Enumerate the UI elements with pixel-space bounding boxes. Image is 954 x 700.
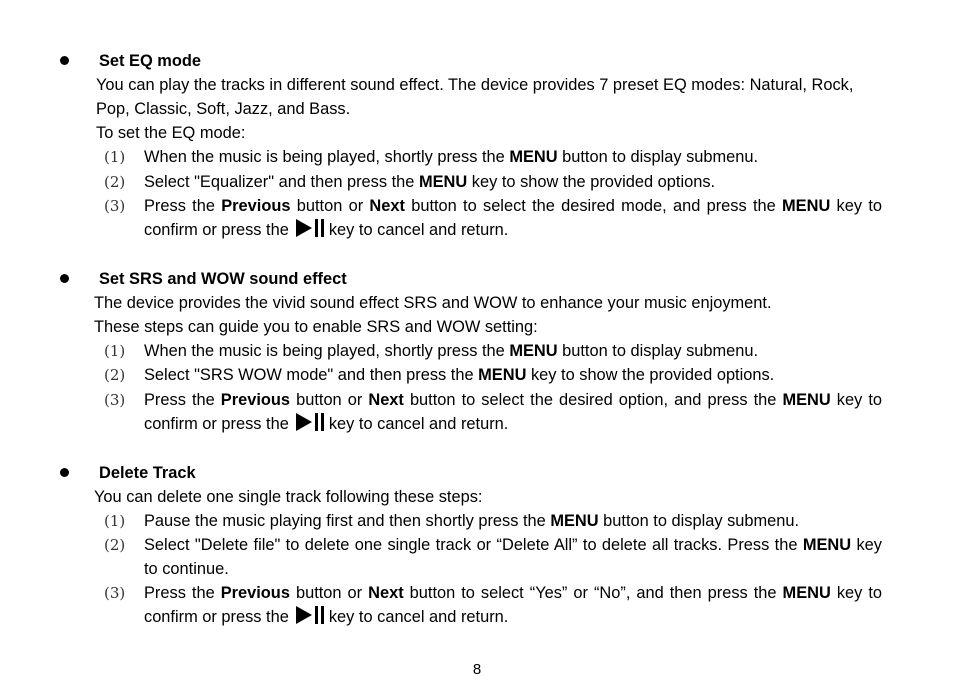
- play-pause-icon: [295, 606, 325, 624]
- step-number: (1): [104, 342, 126, 360]
- step-text-fragment: key to continue.: [144, 536, 882, 579]
- step-number: (3): [104, 584, 126, 602]
- step-number: (2): [104, 173, 126, 191]
- step-text: [144, 533, 882, 581]
- step-text-fragment: key to cancel and return.: [328, 221, 509, 240]
- step-text-fragment: button to display submenu.: [557, 148, 759, 166]
- play-pause-icon: [295, 219, 325, 237]
- keyword-text: Next: [369, 197, 405, 215]
- keyword-text: MENU: [782, 197, 831, 215]
- step-text-fragment: key to confirm or press the: [144, 584, 882, 627]
- step-text: [144, 194, 882, 242]
- step-text-fragment: key to confirm or press the: [144, 197, 882, 240]
- section-paragraph: To set the EQ mode:: [96, 124, 246, 142]
- step-text-fragment: Select "SRS WOW mode" and then press the: [144, 366, 479, 384]
- section-paragraph: You can play the tracks in different sound effect. The device provides 7 preset EQ modes: Natural, Rock, Pop, Classic, Soft, Jazz, and Bass.: [96, 76, 854, 119]
- section-heading: Delete Track: [99, 464, 196, 482]
- step-text: [144, 170, 882, 194]
- step-text-fragment: Press the: [144, 197, 222, 215]
- step-text-fragment: Pause the music playing first and then shortly press the: [144, 512, 551, 530]
- step-text-fragment: key to confirm or press the: [144, 391, 882, 434]
- step-text-fragment: button to display submenu.: [557, 342, 759, 360]
- step-text: [144, 339, 882, 363]
- step-number: (2): [104, 536, 126, 554]
- keyword-text: Previous: [220, 391, 291, 409]
- step-number: (1): [104, 512, 126, 530]
- step-text: [144, 581, 882, 629]
- section-paragraph: The device provides the vivid sound effect SRS and WOW to enhance your music enjoyment.: [94, 294, 772, 312]
- step-text-fragment: When the music is being played, shortly press the: [144, 148, 510, 166]
- step-text-fragment: key to show the provided options.: [526, 366, 775, 384]
- step-text-fragment: button or: [290, 197, 370, 215]
- step-text: [144, 145, 882, 169]
- bullet-icon: [60, 56, 69, 65]
- step-number: (2): [104, 366, 126, 384]
- section-paragraph: You can delete one single track following these steps:: [94, 488, 483, 506]
- step-text-fragment: Select "Equalizer" and then press the: [144, 173, 419, 191]
- keyword-text: MENU: [509, 148, 558, 166]
- step-text: [144, 388, 882, 436]
- keyword-text: MENU: [550, 512, 599, 530]
- step-text-fragment: button to select the desired option, and press the: [403, 391, 783, 409]
- step-number: (3): [104, 197, 126, 215]
- keyword-text: MENU: [509, 342, 558, 360]
- section-heading: Set EQ mode: [99, 52, 202, 70]
- page-number: 8: [472, 661, 482, 678]
- step-text-fragment: button to display submenu.: [598, 512, 800, 530]
- step-text-fragment: When the music is being played, shortly press the: [144, 342, 510, 360]
- keyword-text: Next: [368, 391, 404, 409]
- keyword-text: Next: [368, 584, 404, 602]
- keyword-text: MENU: [782, 584, 831, 602]
- step-text: [144, 363, 882, 387]
- bullet-icon: [60, 468, 69, 477]
- keyword-text: MENU: [802, 536, 852, 554]
- step-text: [144, 509, 882, 533]
- step-text-fragment: key to show the provided options.: [467, 173, 716, 191]
- step-text-fragment: button or: [290, 391, 369, 409]
- step-text-fragment: key to cancel and return.: [328, 608, 509, 627]
- step-text-fragment: button to select the desired mode, and press the: [404, 197, 783, 215]
- step-text-fragment: Press the: [144, 584, 221, 602]
- keyword-text: Previous: [220, 584, 290, 602]
- bullet-icon: [60, 274, 69, 283]
- keyword-text: MENU: [418, 173, 468, 191]
- section-paragraph: These steps can guide you to enable SRS and WOW setting:: [94, 318, 538, 336]
- keyword-text: Previous: [221, 197, 291, 215]
- step-text-fragment: Select "Delete file" to delete one single track or “Delete All” to delete all tracks. Press the: [144, 536, 803, 554]
- keyword-text: MENU: [478, 366, 527, 384]
- section-heading: Set SRS and WOW sound effect: [99, 270, 347, 288]
- step-text-fragment: button or: [289, 584, 369, 602]
- step-text-fragment: key to cancel and return.: [328, 415, 509, 434]
- keyword-text: MENU: [782, 391, 831, 409]
- play-pause-icon: [295, 413, 325, 431]
- step-text-fragment: button to select “Yes” or “No”, and then press the: [403, 584, 783, 602]
- step-text-fragment: Press the: [144, 391, 221, 409]
- step-number: (1): [104, 148, 126, 166]
- step-number: (3): [104, 391, 126, 409]
